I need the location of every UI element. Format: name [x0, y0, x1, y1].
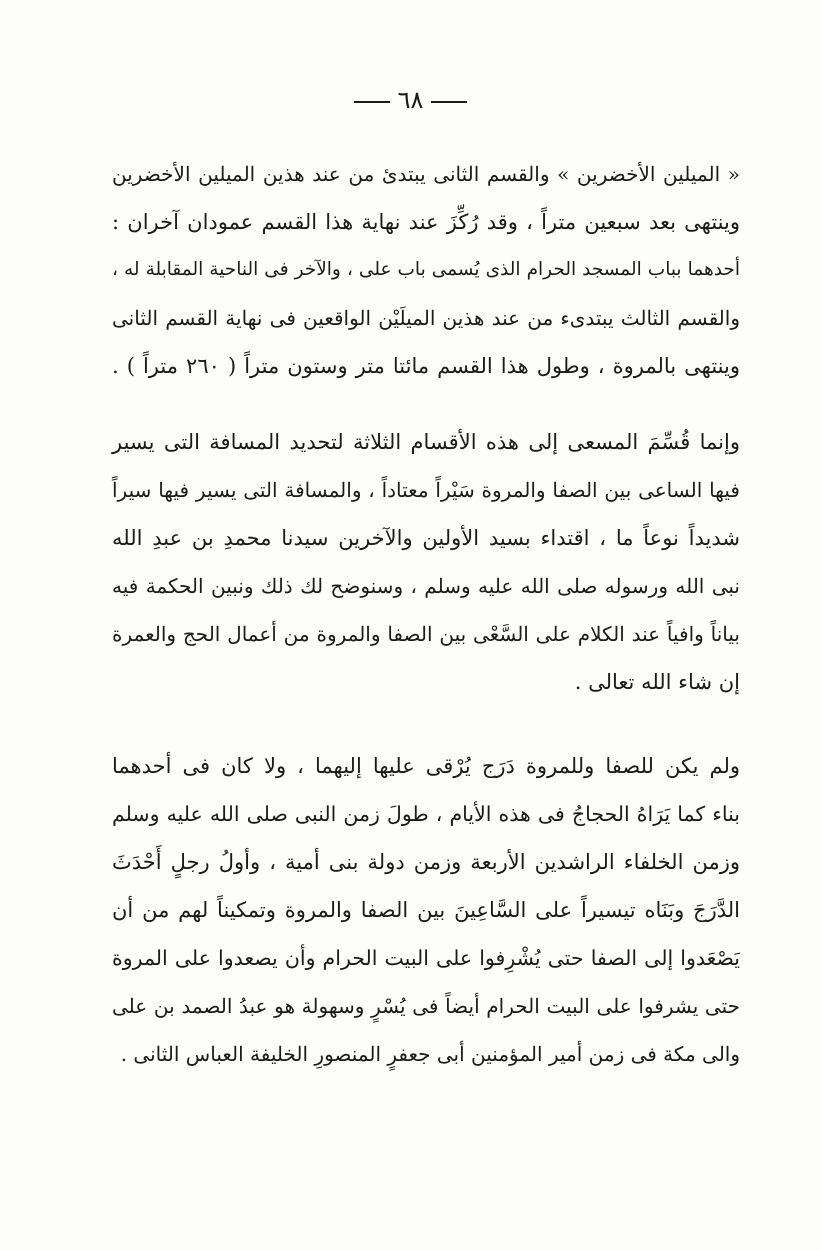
text-line: وينتهى بعد سبعين متراً ، وقد رُكِّزَ عند نهاية هذا القسم عمودان آخران : — [112, 210, 740, 234]
page-number-dash-left — [354, 101, 390, 103]
text-line: بناء كما يَرَاهُ الحجاجُ فى هذه الأيام ، طولَ زمن النبى صلى الله عليه وسلم — [112, 802, 740, 826]
text-line: شديداً نوعاً ما ، اقتداء بسيد الأولين والآخرين سيدنا محمدِ بن عبدِ الله — [112, 526, 740, 550]
text-line: حتى يشرفوا على البيت الحرام أيضاً فى يُسْرٍ وسهولة هو عبدُ الصمد بن على — [112, 994, 740, 1018]
text-line: نبى الله ورسوله صلى الله عليه وسلم ، وسنوضح لك ذلك ونبين الحكمة فيه — [112, 574, 740, 598]
paragraph-spacer — [112, 390, 740, 418]
page-number-dash-right — [431, 101, 467, 103]
text-line: وإنما قُسِّمَ المسعى إلى هذه الأقسام الثلاثة لتحديد المسافة التى يسير — [112, 430, 740, 454]
text-line: « الميلين الأخضرين » والقسم الثانى يبتدئ من عند هذين الميلين الأخضرين — [112, 162, 740, 186]
text-line: وزمن الخلفاء الراشدين الأربعة وزمن دولة بنى أمية ، وأولُ رجلٍ أَحْدَثَ — [112, 850, 740, 874]
paragraph-1 — [112, 150, 740, 390]
page-number-value: ٦٨ — [397, 86, 424, 114]
text-line: والقسم الثالث يبتدىء من عند هذين الميلَيْن الواقعين فى نهاية القسم الثانى — [112, 306, 740, 330]
page-body — [112, 150, 740, 1078]
text-line: الدَّرَجَ وبَنَاه تيسيراً على السَّاعِينَ بين الصفا والمروة وتمكيناً لهم من أن — [112, 898, 740, 922]
text-line: أحدهما بباب المسجد الحرام الذى يُسمى باب على ، والآخر فى الناحية المقابلة له ، — [112, 259, 740, 280]
paragraph-spacer — [112, 706, 740, 742]
text-line: إن شاء الله تعالى . — [574, 670, 740, 694]
text-line: بياناً وافياً عند الكلام على السَّعْى بين الصفا والمروة من أعمال الحج والعمرة — [112, 622, 740, 646]
text-line: وينتهى بالمروة ، وطول هذا القسم مائتا متر وستون متراً ( ٢٦٠ متراً ) . — [112, 354, 741, 378]
text-line: فيها الساعى بين الصفا والمروة سَيْراً معتاداً ، والمسافة التى يسير فيها سيراً — [112, 478, 740, 502]
text-line: يَصْعَدوا إلى الصفا حتى يُشْرِفوا على البيت الحرام وأن يصعدوا على المروة — [112, 946, 740, 970]
text-line: والى مكة فى زمن أمير المؤمنين أبى جعفرٍ المنصورِ الخليفة العباس الثانى . — [120, 1042, 740, 1066]
text-line: ولم يكن للصفا وللمروة دَرَج يُرْقى عليها إليهما ، ولا كان فى أحدهما — [112, 754, 740, 778]
paragraph-3 — [112, 742, 740, 1078]
paragraph-2 — [112, 418, 740, 706]
page-number — [0, 84, 821, 116]
